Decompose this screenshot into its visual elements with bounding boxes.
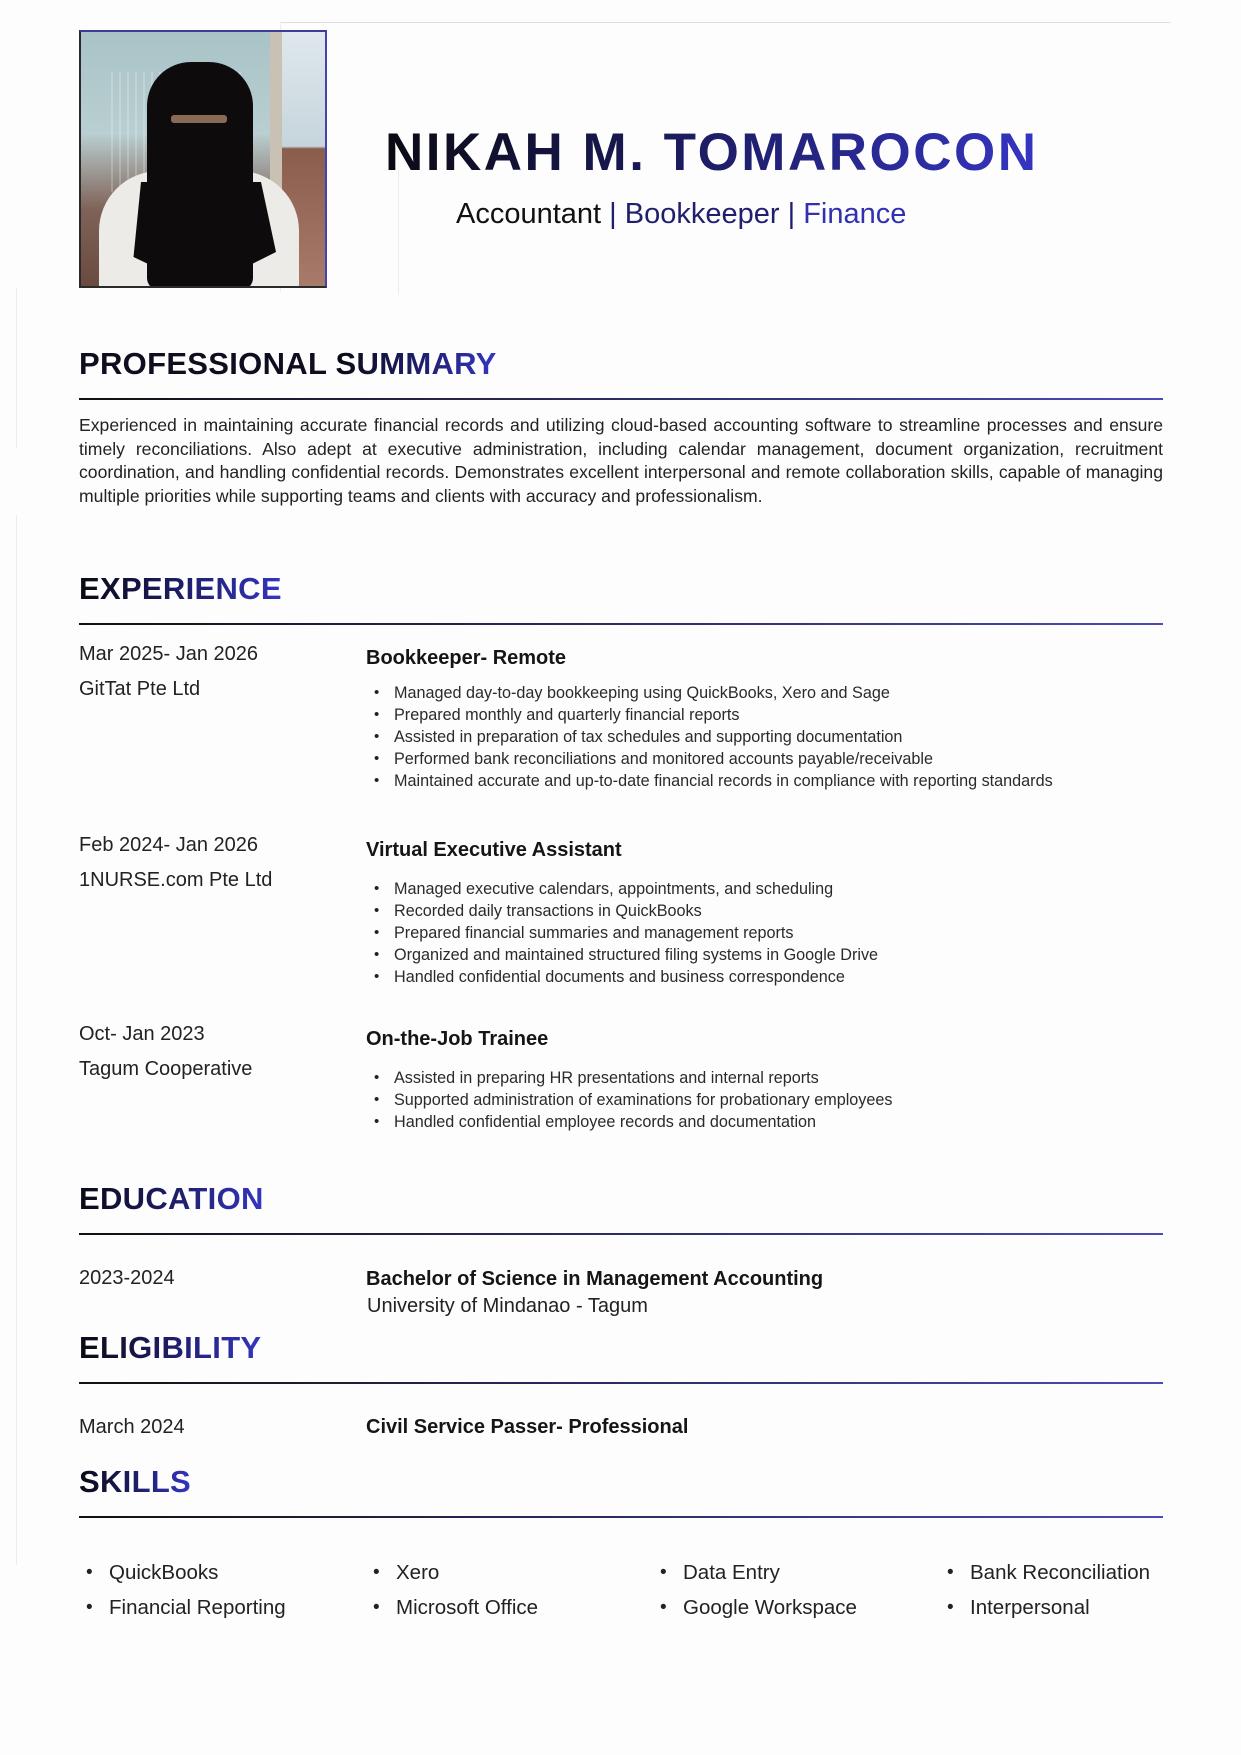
photo-eyes	[171, 115, 227, 123]
duty-item: • Handled confidential documents and business correspondence	[366, 966, 1106, 988]
job-role: Bookkeeper- Remote	[366, 647, 567, 669]
section-divider	[79, 398, 1163, 400]
eligibility-heading: ELIGIBILITY	[79, 1330, 262, 1365]
job-role: Virtual Executive Assistant	[366, 839, 622, 861]
section-divider	[79, 1516, 1163, 1518]
job-dates: Feb 2024- Jan 2026	[79, 834, 259, 856]
skill-item: • Bank Reconciliation	[940, 1560, 1227, 1585]
heading-accent-part: SUMMARY	[335, 346, 497, 381]
job-company: 1NURSE.com Pte Ltd	[79, 869, 273, 891]
skill-item: • Data Entry	[653, 1560, 940, 1585]
duty-item: • Prepared monthly and quarterly financial reports	[366, 704, 1106, 726]
education-heading: EDUCATION	[79, 1181, 264, 1216]
eligibility-date: March 2024	[79, 1416, 185, 1438]
section-divider	[79, 1382, 1163, 1384]
skill-item: • Microsoft Office	[366, 1595, 653, 1620]
skills-heading: SKILLS	[79, 1464, 192, 1499]
photo-veil	[147, 62, 253, 288]
job-duties	[366, 682, 1106, 792]
job-title: Accountant	[456, 198, 602, 230]
job-titles	[456, 198, 906, 231]
decorative-line	[16, 515, 17, 1565]
separator: |	[779, 198, 804, 230]
education-years: 2023-2024	[79, 1267, 175, 1289]
education-school: University of Mindanao - Tagum	[367, 1295, 648, 1317]
duty-item: • Handled confidential employee records and documentation	[366, 1111, 1106, 1133]
education-degree: Bachelor of Science in Management Accounting	[366, 1268, 824, 1290]
skill-item: • QuickBooks	[79, 1560, 366, 1585]
job-duties	[366, 1067, 1106, 1133]
decorative-line	[398, 170, 399, 295]
job-company: Tagum Cooperative	[79, 1058, 253, 1080]
candidate-name: NIKAH M. TOMAROCON	[385, 123, 1039, 182]
skill-item: • Google Workspace	[653, 1595, 940, 1620]
duty-item: • Organized and maintained structured filing systems in Google Drive	[366, 944, 1106, 966]
skill-item: • Interpersonal	[940, 1595, 1227, 1620]
eligibility-title: Civil Service Passer- Professional	[366, 1416, 689, 1438]
profile-photo	[79, 30, 327, 288]
job-role: On-the-Job Trainee	[366, 1028, 549, 1050]
job-duties	[366, 878, 1106, 988]
duty-item: • Assisted in preparation of tax schedules and supporting documentation	[366, 726, 1106, 748]
skill-item: • Xero	[366, 1560, 653, 1585]
duty-item: • Performed bank reconciliations and monitored accounts payable/receivable	[366, 748, 1106, 770]
heading-dark-part: PROFESSIONAL	[79, 346, 336, 381]
job-company: GitTat Pte Ltd	[79, 678, 201, 700]
decorative-line	[16, 288, 17, 448]
duty-item: • Managed day-to-day bookkeeping using QuickBooks, Xero and Sage	[366, 682, 1106, 704]
separator: |	[601, 198, 625, 230]
duty-item: • Prepared financial summaries and management reports	[366, 922, 1106, 944]
summary-text: Experienced in maintaining accurate financial records and utilizing cloud-based accounting software to streamline processes and ensure timely reconciliations. Also adept at executive administration, including calendar management, document organization, recruitment coordination, and handling confidential records. Demonstrates excellent interpersonal and remote collaboration skills, capable of managing multiple priorities while supporting teams and clients with accuracy and professionalism.	[79, 415, 1163, 506]
duty-item: • Assisted in preparing HR presentations and internal reports	[366, 1067, 1106, 1089]
job-title: Finance	[803, 198, 907, 230]
duty-item: • Maintained accurate and up-to-date financial records in compliance with reporting standards	[366, 770, 1106, 792]
duty-item: • Supported administration of examinations for probationary employees	[366, 1089, 1106, 1111]
skill-item: • Financial Reporting	[79, 1595, 366, 1620]
job-dates: Oct- Jan 2023	[79, 1023, 205, 1045]
duty-item: • Recorded daily transactions in QuickBooks	[366, 900, 1106, 922]
section-divider	[79, 623, 1163, 625]
decorative-line	[280, 22, 1170, 23]
skills-list	[79, 1560, 1229, 1620]
job-dates: Mar 2025- Jan 2026	[79, 643, 259, 665]
summary-heading	[79, 346, 497, 382]
job-title: Bookkeeper	[624, 198, 780, 230]
section-divider	[79, 1233, 1163, 1235]
experience-heading: EXPERIENCE	[79, 571, 282, 606]
duty-item: • Managed executive calendars, appointments, and scheduling	[366, 878, 1106, 900]
